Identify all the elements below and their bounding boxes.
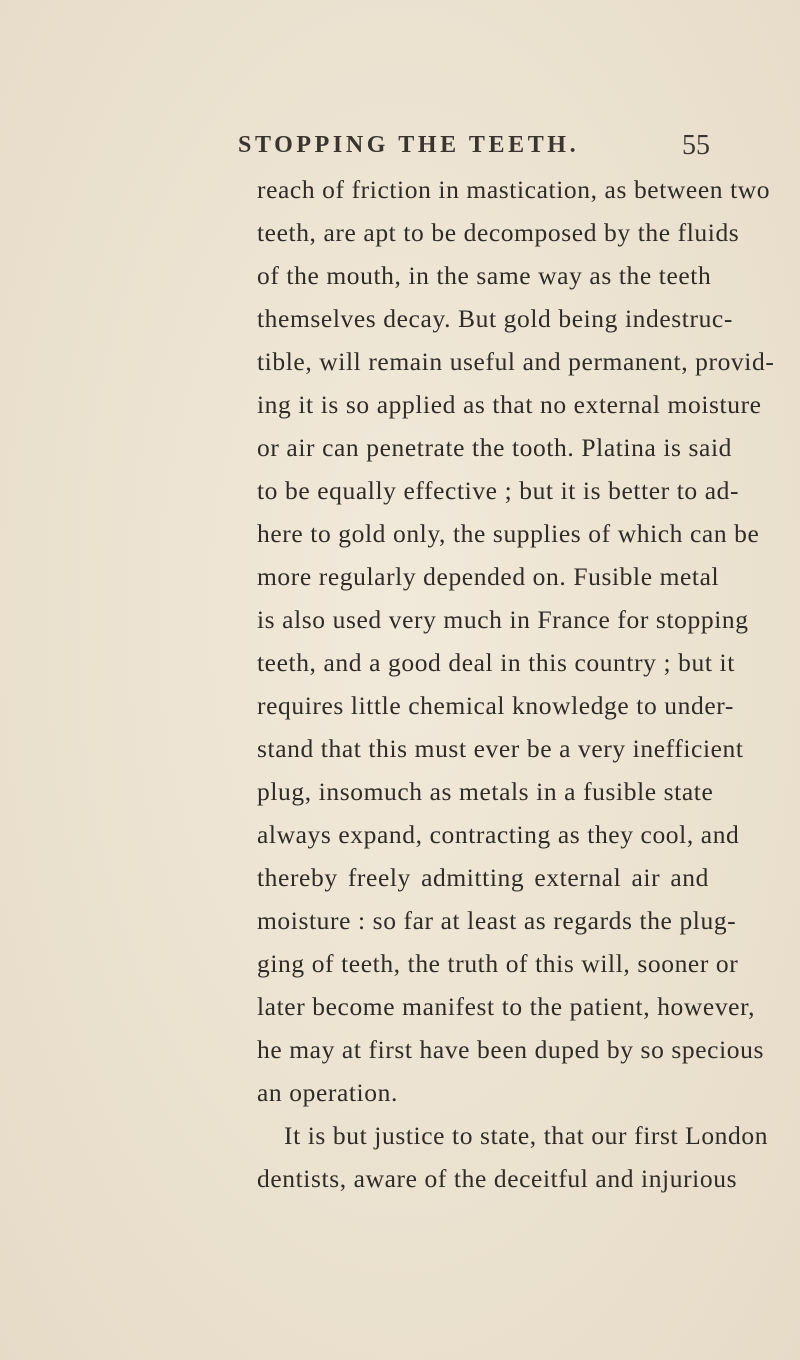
text-line: of the mouth, in the same way as the teeth xyxy=(257,261,712,290)
text-line: themselves decay. But gold being indestruc- xyxy=(257,304,733,333)
paragraph-first-line: It is but justice to state, that our first London xyxy=(284,1121,769,1150)
text-line: or air can penetrate the tooth. Platina is said xyxy=(257,433,733,462)
text-line: tible, will remain useful and permanent, provid- xyxy=(257,347,775,376)
text-line: always expand, contracting as they cool, and xyxy=(257,820,740,849)
text-line: requires little chemical knowledge to under- xyxy=(257,691,734,720)
text-line: is also used very much in France for stopping xyxy=(257,605,749,634)
text-line: reach of friction in mastication, as between two xyxy=(257,175,771,204)
text-line: ing it is so applied as that no external moisture xyxy=(257,390,762,419)
text-line: thereby freely admitting external air and xyxy=(257,863,709,892)
page-number: 55 xyxy=(682,130,710,161)
text-line: to be equally effective ; but it is better to ad- xyxy=(257,476,740,505)
text-line: dentists, aware of the deceitful and injurious xyxy=(257,1164,738,1193)
running-head xyxy=(0,130,800,170)
text-line: he may at first have been duped by so specious xyxy=(257,1035,765,1064)
text-line: moisture : so far at least as regards the plug- xyxy=(257,906,737,935)
text-line: teeth, and a good deal in this country ; but it xyxy=(257,648,735,677)
text-line: plug, insomuch as metals in a fusible state xyxy=(257,777,714,806)
text-line: later become manifest to the patient, however, xyxy=(257,992,756,1021)
text-line: ging of teeth, the truth of this will, sooner or xyxy=(257,949,739,978)
running-title: STOPPING THE TEETH. xyxy=(238,132,580,158)
text-line: an operation. xyxy=(257,1078,398,1107)
text-line: more regularly depended on. Fusible metal xyxy=(257,562,720,591)
text-line: teeth, are apt to be decomposed by the fluids xyxy=(257,218,740,247)
text-line: here to gold only, the supplies of which can be xyxy=(257,519,760,548)
text-line: stand that this must ever be a very inefficient xyxy=(257,734,744,763)
